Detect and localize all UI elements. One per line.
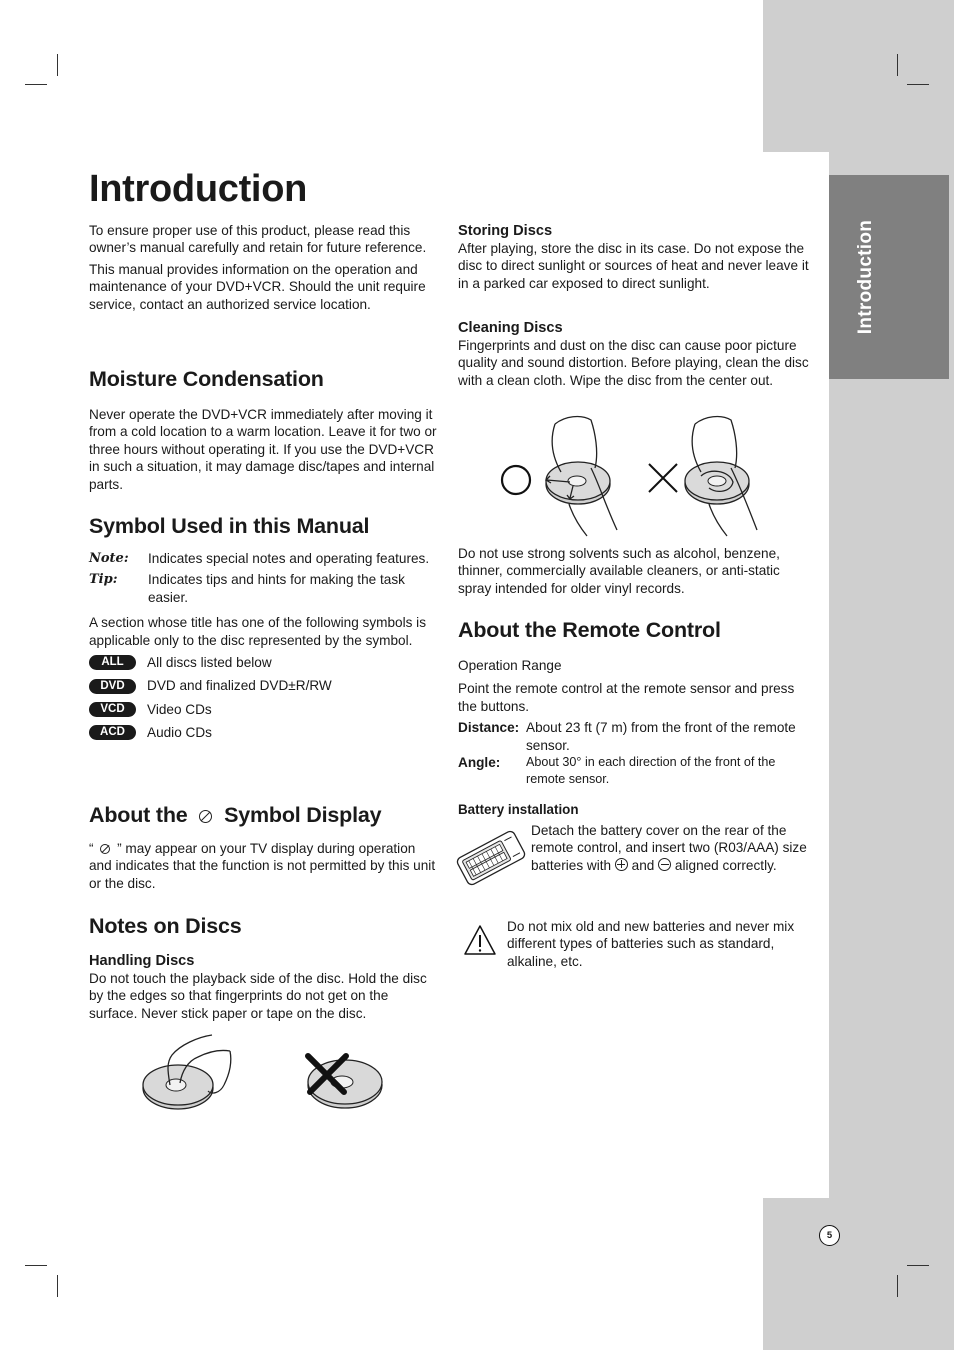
disc-description: All discs listed below [147, 655, 272, 671]
angle-value: About 30° in each direction of the front of the remote sensor. [526, 755, 776, 786]
angle-label: Angle: [458, 755, 501, 771]
about-symbol-body: ” may appear on your TV display during operation and indicates that the function is not permitted by this unit or the disc. [89, 841, 436, 891]
operation-range-text: Point the remote control at the remote sensor and press the buttons. [458, 681, 795, 714]
note-text: Indicates special notes and operating features. [148, 551, 430, 566]
about-symbol-heading [89, 802, 439, 828]
disc-symbol-row [89, 724, 439, 741]
remote-battery-illustration [455, 825, 527, 891]
crop-mark [907, 1265, 929, 1266]
correct-circle-icon [502, 466, 530, 494]
storing-section [458, 222, 810, 296]
disc-description: Audio CDs [147, 725, 212, 741]
symbol-section-text: A section whose title has one of the following symbols is applicable only to the disc represented by the symbol. [89, 615, 427, 648]
disc-touched-incorrectly-illustration [300, 1050, 390, 1115]
distance-value: About 23 ft (7 m) from the front of the remote sensor. [526, 720, 796, 753]
about-symbol-section [89, 802, 439, 896]
distance-label: Distance: [458, 720, 520, 736]
battery-text-start: Detach the battery cover on the rear of the remote control, and insert two (R03/AAA) size batteries with [531, 823, 807, 873]
disc-description: Video CDs [147, 701, 212, 717]
page-title: Introduction [89, 168, 308, 210]
disc-symbol-row [89, 701, 439, 718]
about-symbol-heading-end: Symbol Display [224, 803, 382, 827]
moisture-section [89, 366, 439, 497]
disc-badge: ACD [89, 725, 136, 740]
about-symbol-heading-start: About the [89, 803, 188, 827]
symbol-definitions [89, 550, 439, 606]
disc-description: DVD and finalized DVD±R/RW [147, 678, 332, 694]
crop-mark [57, 54, 58, 76]
plus-icon [615, 858, 628, 871]
intro-paragraph-2: This manual provides information on the operation and maintenance of your DVD+VCR. Should the unit require service, contact an authorized service location. [89, 261, 426, 312]
disc-cleaning-illustration [495, 412, 765, 542]
range-specs [458, 719, 810, 787]
warning-icon [463, 924, 497, 956]
moisture-text: Never operate the DVD+VCR immediately after moving it from a cold location to a warm location. Leave it for two or three hours without operating it. If you use the DVD+VCR in such a situation, it may damage disc/tapes and internal parts. [89, 407, 437, 492]
caution-text: Do not mix old and new batteries and never mix different types of batteries such as standard, alkaline, etc. [507, 919, 795, 969]
remote-section [458, 617, 810, 819]
operation-range-label: Operation Range [458, 658, 562, 673]
crop-mark [25, 84, 47, 85]
minus-icon [658, 858, 671, 871]
left-column [89, 222, 439, 317]
notes-discs-heading: Notes on Discs [89, 914, 242, 938]
crop-mark [907, 84, 929, 85]
disc-badge: VCD [89, 702, 136, 717]
note-term: Note: [89, 551, 129, 566]
tip-term: Tip: [89, 572, 118, 588]
solvents-note [458, 545, 810, 601]
storing-heading: Storing Discs [458, 223, 553, 239]
handling-text: Do not touch the playback side of the disc. Hold the disc by the edges so that fingerprints do not get on the surface. Never stick paper or tape on the disc. [89, 971, 427, 1021]
crop-mark [897, 54, 898, 76]
symbol-section [89, 513, 439, 748]
battery-text [531, 822, 811, 874]
disc-badge: ALL [89, 655, 136, 670]
cleaning-text: Fingerprints and dust on the disc can cause poor picture quality and sound distortion. Before playing, clean the disc with a clean cloth. Wipe the disc from the center out. [458, 338, 809, 388]
moisture-heading: Moisture Condensation [89, 367, 324, 391]
tip-text: Indicates tips and hints for making the task easier. [148, 572, 405, 605]
caution-note [507, 918, 802, 974]
solvents-text: Do not use strong solvents such as alcohol, benzene, thinner, commercially available cleaners, or anti-static spray intended for older vinyl records. [458, 546, 780, 596]
crop-mark [25, 1265, 47, 1266]
disc-symbol-row [89, 654, 439, 671]
section-tab-label: Introduction [855, 219, 876, 335]
quote-open: “ [89, 841, 94, 856]
remote-heading: About the Remote Control [458, 618, 721, 642]
cleaning-heading: Cleaning Discs [458, 320, 563, 336]
symbol-heading: Symbol Used in this Manual [89, 514, 370, 538]
section-tab [829, 175, 949, 379]
cleaning-section [458, 319, 810, 393]
battery-heading: Battery installation [458, 802, 579, 818]
incorrect-cross-icon [649, 464, 677, 492]
handling-heading: Handling Discs [89, 953, 195, 969]
crop-mark [897, 1275, 898, 1297]
prohibited-icon [199, 810, 212, 823]
disc-held-correctly-illustration [140, 1033, 250, 1113]
battery-text-block [531, 822, 811, 878]
storing-text: After playing, store the disc in its case. Do not expose the disc to direct sunlight or sources of heat and never leave it in a parked car exposed to direct sunlight. [458, 241, 809, 291]
prohibited-icon [100, 844, 110, 854]
crop-mark [57, 1275, 58, 1297]
battery-text-and: and [631, 857, 655, 873]
intro-paragraph-1: To ensure proper use of this product, please read this owner’s manual carefully and retain for future reference. [89, 223, 427, 256]
disc-badge: DVD [89, 679, 136, 694]
disc-symbol-row [89, 677, 439, 694]
page-number: 5 [819, 1225, 840, 1246]
battery-text-end: aligned correctly. [674, 857, 777, 873]
notes-discs-section [89, 913, 439, 1026]
about-symbol-text [89, 840, 439, 892]
